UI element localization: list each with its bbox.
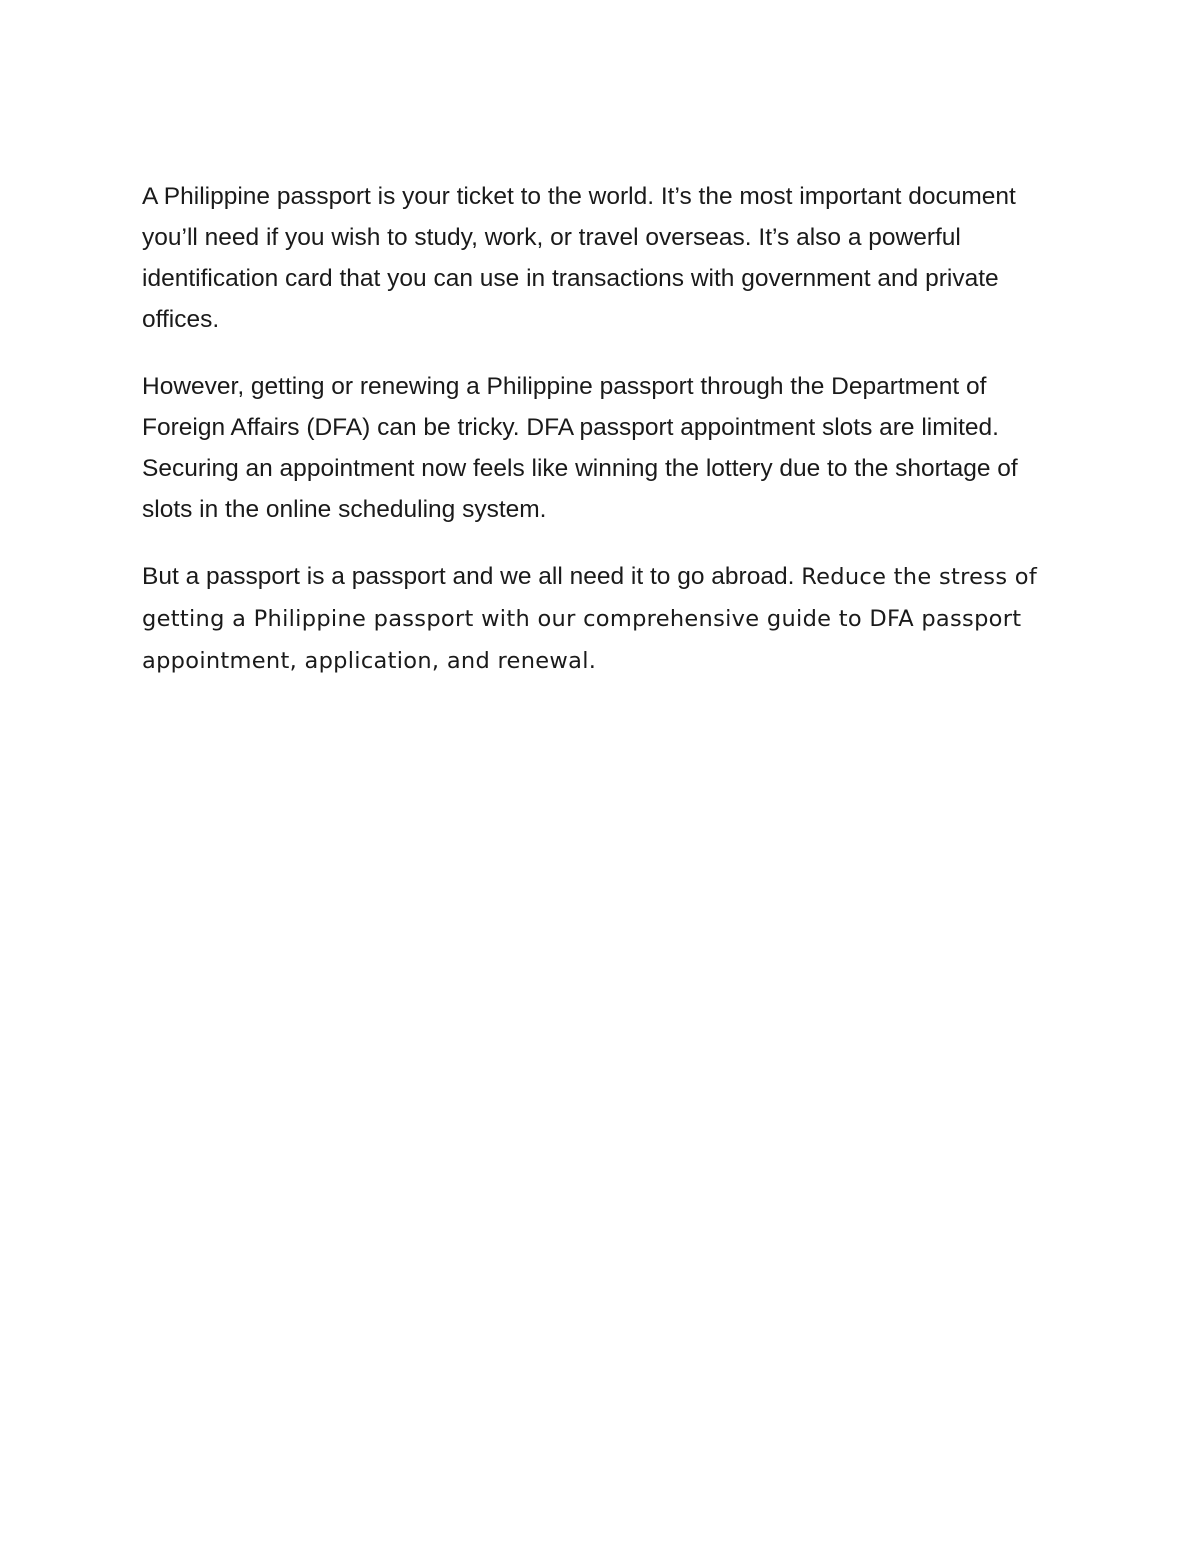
paragraph-guide-part2: Reduce the stress of getting a Philippine passport with our comprehensive guide to DFA passport appointment, application, and renewal. (142, 564, 1038, 674)
paragraph-challenges: However, getting or renewing a Philippine passport through the Department of Foreign Affairs (DFA) can be tricky. DFA passport appointment slots are limited. Securing an appointment now feels like winning the lottery due to the shortage of slots in the online scheduling system. (142, 373, 1018, 523)
paragraph-intro: A Philippine passport is your ticket to the world. It’s the most important document you’ll need if you wish to study, work, or travel overseas. It’s also a powerful identification card that you can use in transactions with government and private offices. (142, 183, 1016, 333)
paragraph-guide (142, 556, 1072, 682)
document-body (142, 176, 1072, 708)
paragraph-guide-part1: But a passport is a passport and we all need it to go abroad. (142, 563, 795, 590)
